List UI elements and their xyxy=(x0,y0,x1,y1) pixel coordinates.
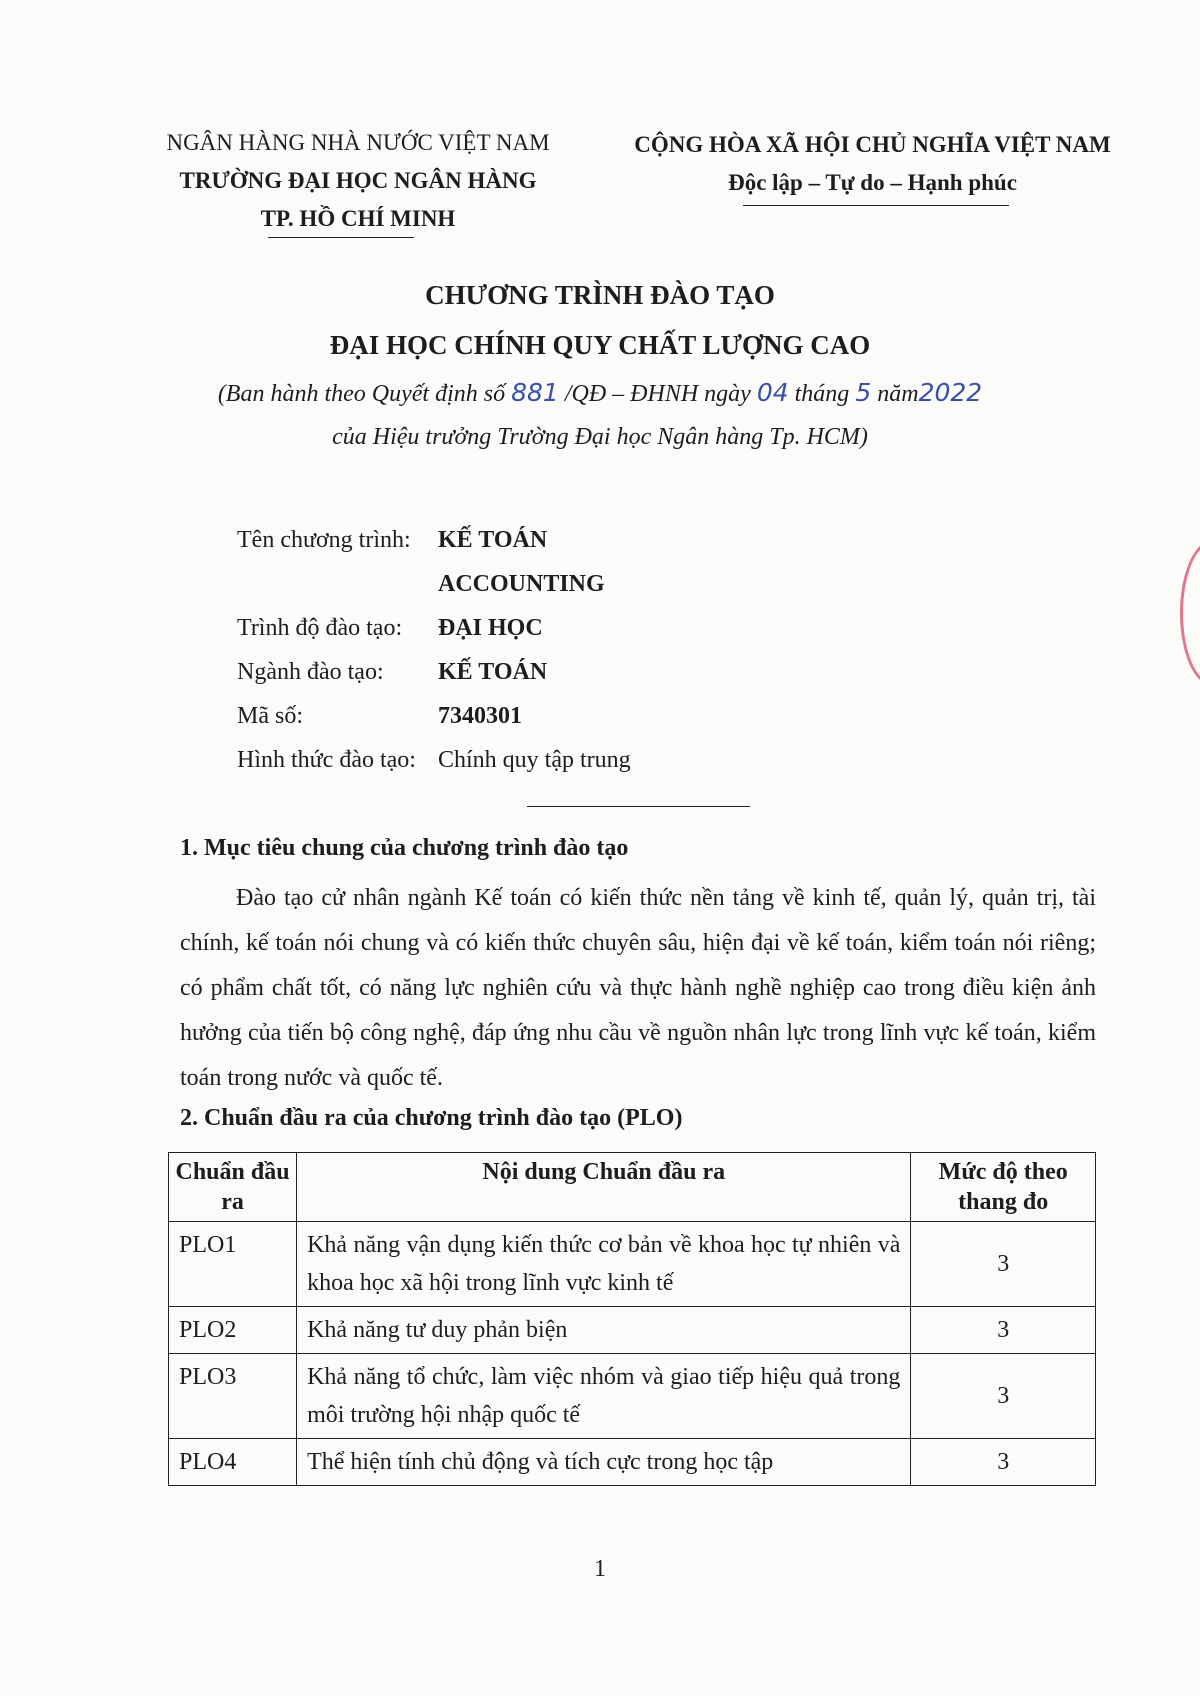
program-level-label: Trình độ đào tạo: xyxy=(237,615,403,641)
decree-month-handwritten: 5 xyxy=(855,378,872,407)
table-row xyxy=(169,1307,1096,1354)
plo-level: 3 xyxy=(911,1354,1096,1439)
issuer-line-1: NGÂN HÀNG NHÀ NƯỚC VIỆT NAM xyxy=(166,130,550,155)
issuer-line-3: TP. HỒ CHÍ MINH xyxy=(260,206,456,231)
program-name-en: ACCOUNTING xyxy=(438,571,605,597)
table-row xyxy=(169,1439,1096,1486)
section-1-paragraph: Đào tạo cử nhân ngành Kế toán có kiến thức nền tảng về kinh tế, quản lý, quản trị, tài chính, kế toán nói chung và có kiến thức chuyên sâu, hiện đại về kế toán, kiểm toán nói riêng; có phẩm chất tốt, có năng lực nghiên cứu và thực hành nghề nghiệp cao trong điều kiện ảnh hưởng của tiến bộ công nghệ, đáp ứng nhu cầu về nguồn nhân lực trong lĩnh vực kế toán, kiểm toán trong nước và quốc tế. xyxy=(180,885,1096,1091)
program-level: ĐẠI HỌC xyxy=(438,615,543,641)
program-mode-label: Hình thức đào tạo: xyxy=(237,747,416,773)
plo-code: PLO1 xyxy=(169,1222,297,1307)
decree-line-2: của Hiệu trưởng Trường Đại học Ngân hàng Tp. HCM) xyxy=(332,424,868,450)
section-1-heading: 1. Mục tiêu chung của chương trình đào tạo xyxy=(180,835,629,861)
table-row xyxy=(169,1354,1096,1439)
decree-year-label: năm xyxy=(877,381,919,407)
plo-code: PLO4 xyxy=(169,1439,297,1486)
decree-day-handwritten: 04 xyxy=(756,378,789,407)
plo-content: Khả năng tổ chức, làm việc nhóm và giao tiếp hiệu quả trong môi trường hội nhập quốc tế xyxy=(297,1354,911,1439)
issuer-line-2: TRƯỜNG ĐẠI HỌC NGÂN HÀNG xyxy=(179,168,537,193)
plo-table xyxy=(168,1152,1096,1486)
decree-number-handwritten: 881 xyxy=(511,378,559,407)
decree-prefix: (Ban hành theo Quyết định số xyxy=(217,381,506,407)
plo-table-header xyxy=(169,1153,1096,1222)
document-title: CHƯƠNG TRÌNH ĐÀO TẠO xyxy=(425,280,775,310)
document-subtitle: ĐẠI HỌC CHÍNH QUY CHẤT LƯỢNG CAO xyxy=(329,330,871,360)
program-name-label: Tên chương trình: xyxy=(237,527,411,553)
decree-month-label: tháng xyxy=(794,381,850,407)
motto-underline xyxy=(743,205,1009,206)
header-level: Mức độ theo thang đo xyxy=(911,1153,1096,1222)
plo-level: 3 xyxy=(911,1222,1096,1307)
plo-content: Khả năng tư duy phản biện xyxy=(297,1307,911,1354)
header-code: Chuẩn đầu ra xyxy=(169,1153,297,1222)
plo-content: Khả năng vận dụng kiến thức cơ bản về khoa học tự nhiên và khoa học xã hội trong lĩnh vực kinh tế xyxy=(297,1222,911,1307)
plo-level: 3 xyxy=(911,1307,1096,1354)
red-seal-stamp-edge xyxy=(1180,540,1200,686)
plo-content: Thể hiện tính chủ động và tích cực trong học tập xyxy=(297,1439,911,1486)
header-content: Nội dung Chuẩn đầu ra xyxy=(297,1153,911,1222)
program-code-label: Mã số: xyxy=(237,703,303,729)
decree-year-handwritten: 2022 xyxy=(918,378,983,407)
page-number: 1 xyxy=(594,1556,606,1582)
plo-level: 3 xyxy=(911,1439,1096,1486)
program-major-label: Ngành đào tạo: xyxy=(237,659,384,685)
program-code: 7340301 xyxy=(438,703,522,729)
national-motto: Độc lập – Tự do – Hạnh phúc xyxy=(728,170,1017,195)
decree-mid: /QĐ – ĐHNH ngày xyxy=(564,381,751,407)
program-major: KẾ TOÁN xyxy=(438,659,548,685)
national-title: CỘNG HÒA XÃ HỘI CHỦ NGHĨA VIỆT NAM xyxy=(634,132,1111,157)
section-2-heading: 2. Chuẩn đầu ra của chương trình đào tạo (PLO) xyxy=(180,1105,683,1131)
program-name-vi: KẾ TOÁN xyxy=(438,527,548,553)
issuer-underline xyxy=(268,237,414,238)
issuer-block xyxy=(138,124,578,238)
table-row xyxy=(169,1222,1096,1307)
plo-code: PLO3 xyxy=(169,1354,297,1439)
program-mode: Chính quy tập trung xyxy=(438,747,631,773)
plo-code: PLO2 xyxy=(169,1307,297,1354)
national-motto-block xyxy=(605,126,1140,202)
decree-line-1 xyxy=(0,378,1200,408)
section-divider xyxy=(527,806,750,807)
